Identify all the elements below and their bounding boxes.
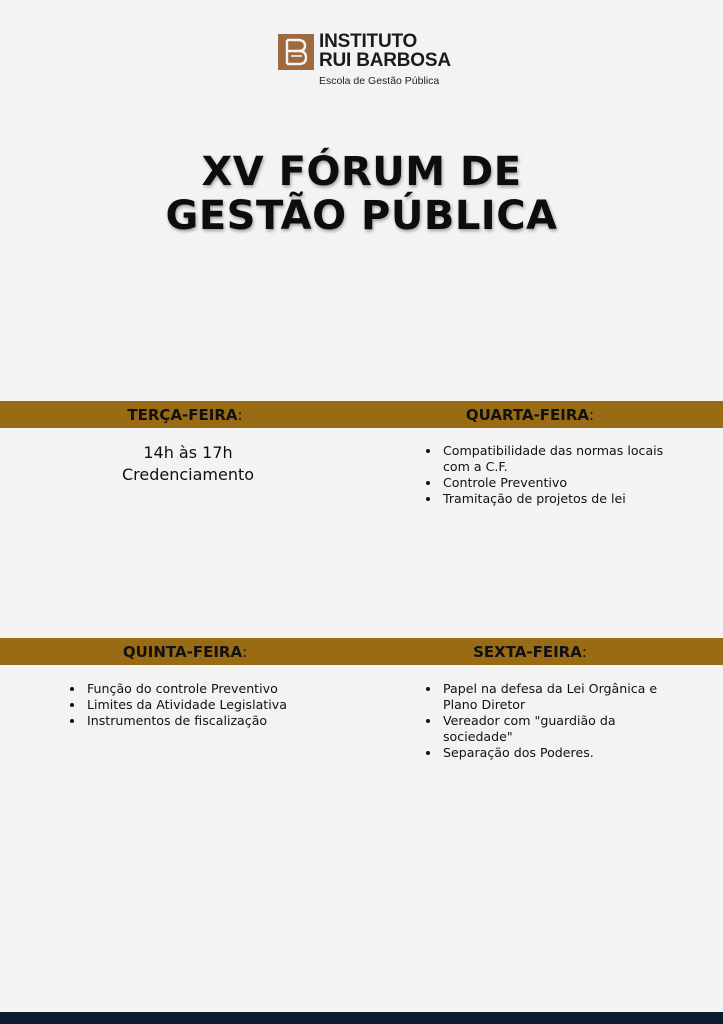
day-label-tuesday-text: TERÇA-FEIRA [127, 406, 238, 424]
tuesday-time: 14h às 17h [143, 443, 233, 462]
day-label-wednesday-text: QUARTA-FEIRA [465, 406, 590, 424]
list-item: • Tramitação de projetos de lei [441, 491, 671, 507]
footer-bar [0, 1012, 723, 1024]
tuesday-content [38, 442, 338, 486]
schedule-band-bottom [0, 638, 723, 665]
thursday-topics [67, 681, 345, 729]
day-label-tuesday-colon: : [237, 406, 243, 424]
logo-name-line1: INSTITUTO [319, 31, 418, 52]
day-label-wednesday [380, 401, 680, 428]
day-label-thursday-text: QUINTA-FEIRA [122, 643, 243, 661]
friday-topics [423, 681, 671, 761]
day-label-friday-text: SEXTA-FEIRA [473, 643, 582, 661]
event-title-line1: XV FÓRUM DE [201, 149, 522, 195]
day-label-wednesday-colon: : [589, 406, 595, 424]
event-title-line2: GESTÃO PÚBLICA [165, 193, 558, 239]
institute-logo [278, 33, 458, 93]
event-title [0, 150, 723, 238]
tuesday-activity: Credenciamento [121, 465, 255, 484]
logo-name-line2: RUI BARBOSA [319, 50, 451, 71]
day-label-friday [380, 638, 680, 665]
day-label-tuesday [35, 401, 335, 428]
list-item: • Separação dos Poderes. [441, 745, 671, 761]
list-item: • Instrumentos de fiscalização [85, 713, 345, 729]
list-item: • Compatibilidade das normas locais com a C.F. [441, 443, 671, 475]
schedule-band-top [0, 401, 723, 428]
list-item: • Função do controle Preventivo [85, 681, 345, 697]
list-item: • Papel na defesa da Lei Orgânica e Plano Diretor [441, 681, 671, 713]
logo-subtitle: Escola de Gestão Pública [319, 75, 440, 87]
day-label-thursday-colon: : [242, 643, 248, 661]
day-label-friday-colon: : [581, 643, 587, 661]
list-item: • Vereador com "guardião da sociedade" [441, 713, 671, 745]
list-item: • Limites da Atividade Legislativa [85, 697, 345, 713]
wednesday-topics [423, 443, 671, 507]
list-item: • Controle Preventivo [441, 475, 671, 491]
logo-mark-icon [278, 34, 314, 70]
day-label-thursday [35, 638, 335, 665]
